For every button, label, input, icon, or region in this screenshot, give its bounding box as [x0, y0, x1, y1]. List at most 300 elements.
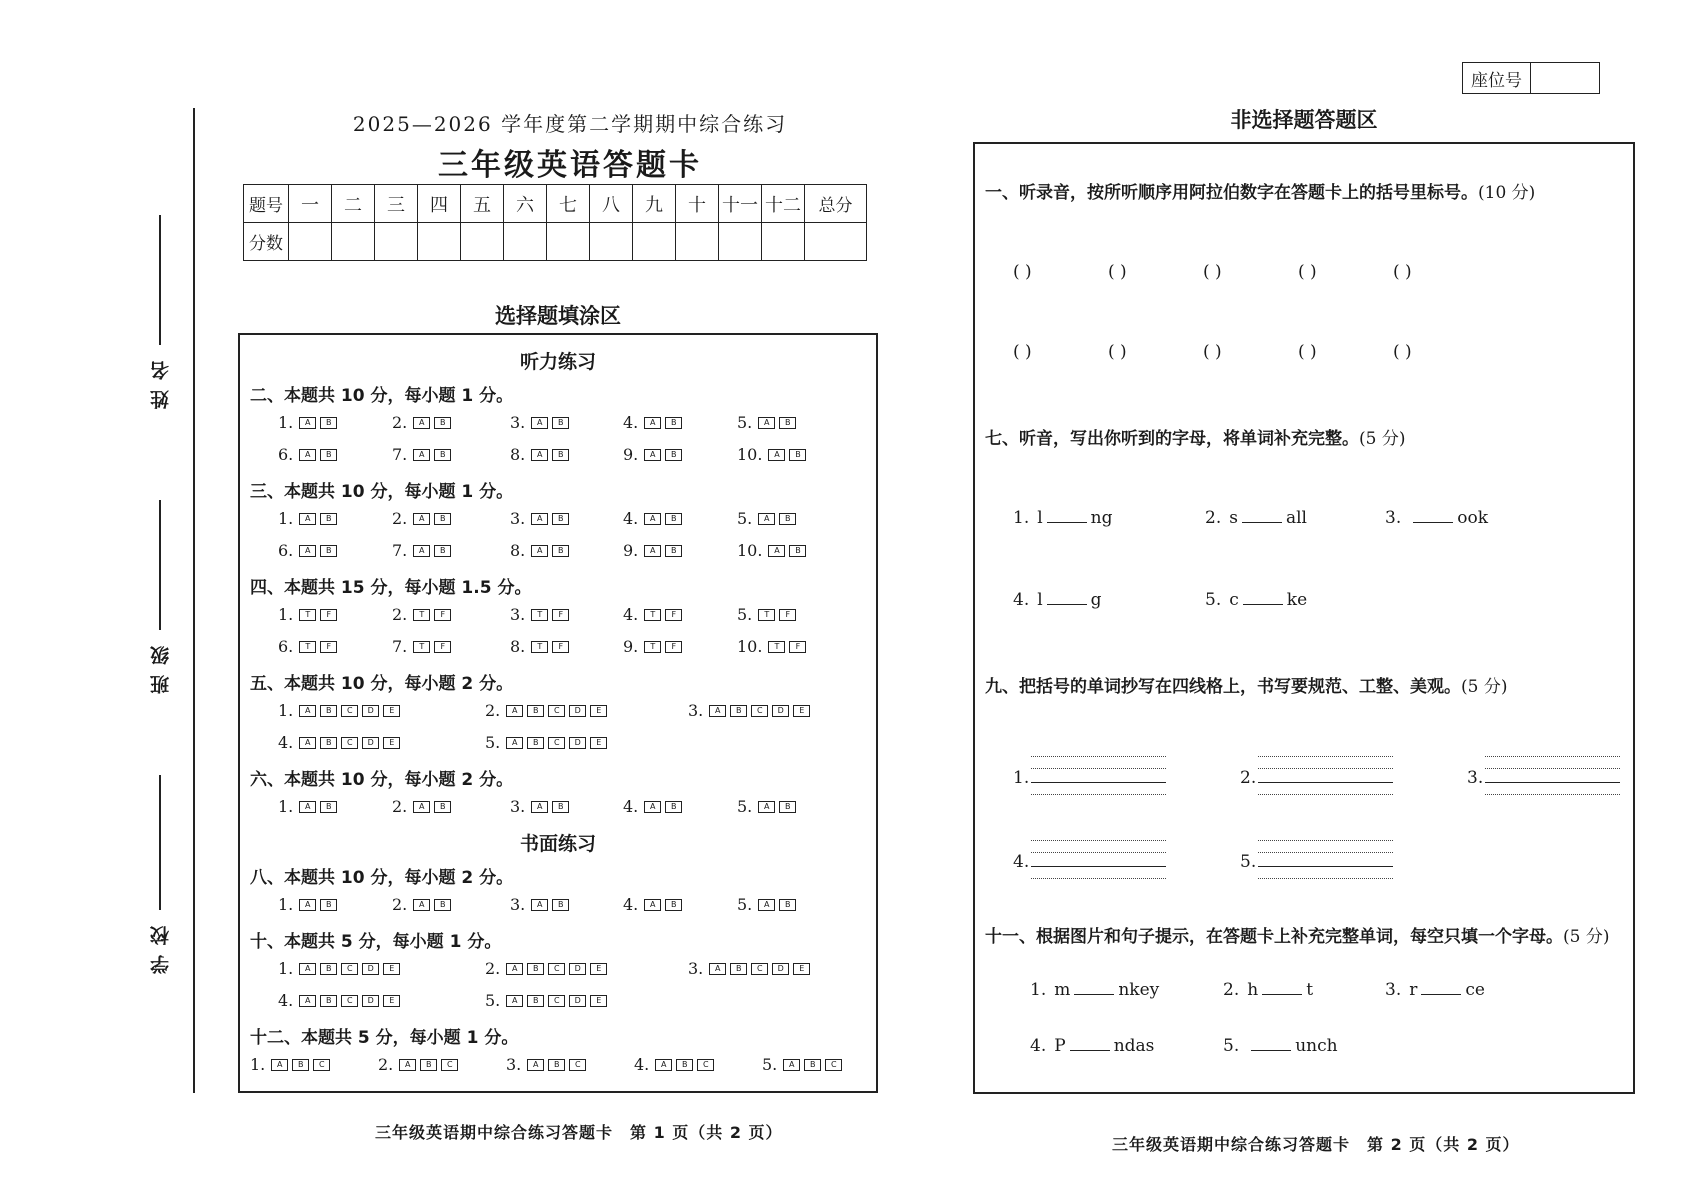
option-bubble[interactable]: B — [665, 417, 682, 429]
item-number: 5. — [737, 509, 753, 528]
item-number: 10. — [737, 637, 763, 656]
option-bubble[interactable]: B — [292, 1059, 309, 1071]
four-line-grid[interactable] — [1031, 756, 1166, 794]
score-cell-4[interactable] — [418, 223, 461, 261]
option-bubble[interactable]: F — [434, 609, 451, 621]
choice-item — [506, 1055, 590, 1074]
option-bubble[interactable]: A — [758, 417, 775, 429]
option-bubble[interactable]: A — [506, 737, 523, 749]
option-bubble[interactable]: F — [320, 609, 337, 621]
item-number: 3. — [688, 701, 704, 720]
score-cell-11[interactable] — [719, 223, 762, 261]
score-cell-9[interactable] — [633, 223, 676, 261]
q1-answer-row-1[interactable] — [1013, 262, 1488, 282]
option-bubble[interactable]: B — [552, 417, 569, 429]
option-bubble[interactable]: B — [434, 545, 451, 557]
option-bubble[interactable]: A — [506, 963, 523, 975]
option-bubble[interactable]: T — [299, 609, 316, 621]
option-bubble[interactable]: D — [772, 705, 789, 717]
option-bubble[interactable]: B — [434, 449, 451, 461]
option-bubble[interactable]: B — [730, 963, 747, 975]
choice-item — [485, 733, 611, 752]
option-bubble[interactable]: A — [413, 801, 430, 813]
choice-item — [510, 797, 573, 816]
option-bubble[interactable]: B — [552, 801, 569, 813]
item-number: 5. — [737, 413, 753, 432]
choice-item — [485, 701, 611, 720]
four-line-grid[interactable] — [1485, 756, 1620, 794]
option-bubble[interactable]: A — [644, 899, 661, 911]
score-col-8: 八 — [590, 185, 633, 223]
choice-item — [378, 1055, 462, 1074]
choice-item — [392, 541, 455, 560]
option-bubble[interactable]: A — [299, 801, 316, 813]
item-number: 5. — [485, 733, 501, 752]
fill-word-item: 1. m nkey — [1030, 980, 1160, 1000]
option-bubble[interactable]: A — [399, 1059, 416, 1071]
score-table — [243, 184, 867, 261]
option-bubble[interactable]: A — [644, 545, 661, 557]
choice-item — [278, 797, 341, 816]
option-bubble[interactable]: B — [434, 899, 451, 911]
item-number: 2. — [378, 1055, 394, 1074]
option-bubble[interactable]: C — [341, 737, 358, 749]
option-bubble[interactable]: A — [299, 513, 316, 525]
option-bubble[interactable]: D — [569, 963, 586, 975]
option-bubble[interactable]: B — [320, 737, 337, 749]
option-bubble[interactable]: B — [665, 513, 682, 525]
choice-item — [737, 413, 800, 432]
option-bubble[interactable]: A — [758, 801, 775, 813]
item-number: 3. — [688, 959, 704, 978]
option-bubble[interactable]: B — [552, 513, 569, 525]
option-bubble[interactable]: T — [413, 609, 430, 621]
option-bubble[interactable]: E — [383, 737, 400, 749]
item-number: 5. — [737, 895, 753, 914]
listening-title: 听力练习 — [519, 351, 596, 373]
option-bubble[interactable]: D — [362, 705, 379, 717]
choice-item — [623, 637, 686, 656]
item-number: 10. — [737, 445, 763, 464]
option-bubble[interactable]: A — [768, 449, 785, 461]
fill-word-item: 4. l g — [1013, 590, 1102, 610]
option-bubble[interactable]: E — [383, 963, 400, 975]
score-cell-2[interactable] — [332, 223, 375, 261]
option-bubble[interactable]: E — [590, 995, 607, 1007]
option-bubble[interactable]: E — [590, 963, 607, 975]
option-bubble[interactable]: B — [779, 801, 796, 813]
item-number: 3. — [510, 413, 526, 432]
choice-item — [278, 605, 341, 624]
option-bubble[interactable]: B — [420, 1059, 437, 1071]
item-number: 2. — [392, 413, 408, 432]
item-number: 1. — [278, 701, 294, 720]
score-col-10: 十 — [676, 185, 719, 223]
item-number: 4. — [278, 991, 294, 1010]
letter-blank[interactable] — [1262, 994, 1302, 995]
option-bubble[interactable]: T — [768, 641, 785, 653]
option-bubble[interactable]: A — [644, 449, 661, 461]
option-bubble[interactable]: A — [299, 449, 316, 461]
score-cell-8[interactable] — [590, 223, 633, 261]
binding-line — [193, 108, 195, 1093]
page1-footer: 三年级英语期中综合练习答题卡 第 1 页（共 2 页） — [375, 1123, 783, 1142]
option-bubble[interactable]: F — [779, 609, 796, 621]
score-row-label: 分数 — [244, 223, 289, 261]
option-bubble[interactable]: B — [779, 417, 796, 429]
choice-item — [737, 637, 810, 656]
answer-bracket[interactable]: ( ) — [1203, 262, 1222, 282]
answer-bracket[interactable]: ( ) — [1013, 342, 1032, 362]
option-bubble[interactable]: A — [709, 705, 726, 717]
option-bubble[interactable]: B — [779, 513, 796, 525]
option-bubble[interactable]: D — [569, 737, 586, 749]
q9-heading: 九、把括号的单词抄写在四线格上，书写要规范、工整、美观。(5 分) — [985, 677, 1508, 697]
choice-item — [278, 637, 341, 656]
answer-bracket[interactable]: ( ) — [1108, 262, 1127, 282]
option-bubble[interactable]: B — [804, 1059, 821, 1071]
option-bubble[interactable]: B — [665, 899, 682, 911]
item-number: 4. — [623, 797, 639, 816]
choice-item — [510, 413, 573, 432]
item-number: 9. — [623, 541, 639, 560]
option-bubble[interactable]: B — [548, 1059, 565, 1071]
item-number: 7. — [392, 637, 408, 656]
letter-blank[interactable] — [1070, 1050, 1110, 1051]
choice-item — [485, 991, 611, 1010]
item-number: 2. — [392, 509, 408, 528]
answer-bracket[interactable]: ( ) — [1108, 342, 1127, 362]
score-cell-10[interactable] — [676, 223, 719, 261]
q3-heading: 三、本题共 10 分，每小题 1 分。 — [250, 482, 514, 502]
score-cell-6[interactable] — [504, 223, 547, 261]
q10-heading: 十、本题共 5 分，每小题 1 分。 — [250, 932, 502, 952]
fill-word-item: 4. P ndas — [1030, 1036, 1155, 1056]
option-bubble[interactable]: A — [709, 963, 726, 975]
option-bubble[interactable]: A — [413, 513, 430, 525]
option-bubble[interactable]: B — [789, 545, 806, 557]
total-cell[interactable] — [805, 223, 867, 261]
option-bubble[interactable]: A — [506, 995, 523, 1007]
option-bubble[interactable]: F — [552, 641, 569, 653]
option-bubble[interactable]: B — [527, 705, 544, 717]
option-bubble[interactable]: B — [552, 449, 569, 461]
score-col-2: 二 — [332, 185, 375, 223]
option-bubble[interactable]: F — [665, 609, 682, 621]
option-bubble[interactable]: B — [320, 417, 337, 429]
score-cell-12[interactable] — [762, 223, 805, 261]
letter-blank[interactable] — [1047, 522, 1087, 523]
item-number: 1. — [278, 895, 294, 914]
option-bubble[interactable]: A — [299, 995, 316, 1007]
option-bubble[interactable]: F — [789, 641, 806, 653]
fill-word-item: 1. l ng — [1013, 508, 1113, 528]
class-field[interactable]: 班级 — [140, 500, 180, 694]
option-bubble[interactable]: B — [320, 801, 337, 813]
option-bubble[interactable]: C — [751, 963, 768, 975]
option-bubble[interactable]: D — [569, 995, 586, 1007]
fill-word-item: 5. c ke — [1205, 590, 1308, 610]
option-bubble[interactable]: B — [320, 449, 337, 461]
option-bubble[interactable]: D — [362, 737, 379, 749]
item-number: 4. — [623, 895, 639, 914]
choice-item — [623, 541, 686, 560]
option-bubble[interactable]: A — [644, 513, 661, 525]
choice-item — [278, 733, 404, 752]
option-bubble[interactable]: A — [531, 801, 548, 813]
answer-bracket[interactable]: ( ) — [1298, 262, 1317, 282]
option-bubble[interactable]: T — [531, 641, 548, 653]
option-bubble[interactable]: F — [552, 609, 569, 621]
answer-bracket[interactable]: ( ) — [1298, 342, 1317, 362]
option-bubble[interactable]: C — [569, 1059, 586, 1071]
option-bubble[interactable]: B — [527, 737, 544, 749]
option-bubble[interactable]: A — [271, 1059, 288, 1071]
name-field[interactable]: 姓名 — [140, 215, 180, 409]
item-number: 3. — [510, 509, 526, 528]
option-bubble[interactable]: A — [413, 899, 430, 911]
letter-blank[interactable] — [1074, 994, 1114, 995]
option-bubble[interactable]: A — [413, 545, 430, 557]
option-bubble[interactable]: B — [320, 545, 337, 557]
option-bubble[interactable]: A — [531, 545, 548, 557]
option-bubble[interactable]: E — [793, 963, 810, 975]
answer-bracket[interactable]: ( ) — [1203, 342, 1222, 362]
item-number: 6. — [278, 637, 294, 656]
option-bubble[interactable]: A — [413, 449, 430, 461]
score-cell-7[interactable] — [547, 223, 590, 261]
option-bubble[interactable]: E — [793, 705, 810, 717]
option-bubble[interactable]: A — [299, 705, 316, 717]
choice-item — [623, 895, 686, 914]
item-number: 1. — [278, 797, 294, 816]
item-number: 1. — [278, 509, 294, 528]
option-bubble[interactable]: A — [644, 417, 661, 429]
grid-number: 5. — [1240, 852, 1257, 872]
q2-heading: 二、本题共 10 分，每小题 1 分。 — [250, 386, 514, 406]
item-number: 9. — [623, 637, 639, 656]
option-bubble[interactable]: C — [341, 705, 358, 717]
fill-word-item: 2. s all — [1205, 508, 1307, 528]
choice-item — [510, 541, 573, 560]
option-bubble[interactable]: B — [320, 513, 337, 525]
choice-item — [278, 509, 341, 528]
four-line-grid[interactable] — [1031, 840, 1166, 878]
option-bubble[interactable]: A — [531, 513, 548, 525]
option-bubble[interactable]: A — [299, 737, 316, 749]
letter-blank[interactable] — [1413, 522, 1453, 523]
q11-heading: 十一、根据图片和句子提示，在答题卡上补充完整单词，每空只填一个字母。(5 分) — [985, 927, 1610, 947]
option-bubble[interactable]: B — [527, 995, 544, 1007]
score-col-3: 三 — [375, 185, 418, 223]
option-bubble[interactable]: C — [697, 1059, 714, 1071]
score-cell-5[interactable] — [461, 223, 504, 261]
option-bubble[interactable]: B — [552, 899, 569, 911]
score-col-11: 十一 — [719, 185, 762, 223]
choice-item — [737, 797, 800, 816]
option-bubble[interactable]: T — [299, 641, 316, 653]
grid-number: 2. — [1240, 768, 1257, 788]
total-label: 总分 — [805, 185, 867, 223]
q5-heading: 五、本题共 10 分，每小题 2 分。 — [250, 674, 514, 694]
option-bubble[interactable]: A — [527, 1059, 544, 1071]
choice-item — [688, 959, 814, 978]
item-number: 3. — [506, 1055, 522, 1074]
option-bubble[interactable]: D — [362, 995, 379, 1007]
option-bubble[interactable]: E — [590, 737, 607, 749]
option-bubble[interactable]: F — [434, 641, 451, 653]
item-number: 7. — [392, 445, 408, 464]
fill-word-item: 2. h t — [1223, 980, 1314, 1000]
score-col-9: 九 — [633, 185, 676, 223]
option-bubble[interactable]: B — [665, 449, 682, 461]
score-cell-1[interactable] — [289, 223, 332, 261]
item-number: 2. — [392, 605, 408, 624]
letter-blank[interactable] — [1242, 522, 1282, 523]
fill-word-item: 5. unch — [1223, 1036, 1338, 1056]
item-number: 4. — [623, 605, 639, 624]
option-bubble[interactable]: D — [569, 705, 586, 717]
choice-item — [392, 445, 455, 464]
option-bubble[interactable]: C — [341, 995, 358, 1007]
answer-bracket[interactable]: ( ) — [1013, 262, 1032, 282]
choice-answer-area — [238, 333, 878, 1093]
option-bubble[interactable]: E — [383, 995, 400, 1007]
choice-item — [737, 895, 800, 914]
binding-margin — [0, 0, 200, 1190]
item-number: 1. — [278, 605, 294, 624]
option-bubble[interactable]: B — [320, 705, 337, 717]
option-bubble[interactable]: C — [341, 963, 358, 975]
option-bubble[interactable]: A — [655, 1059, 672, 1071]
option-bubble[interactable]: T — [413, 641, 430, 653]
choice-item — [278, 991, 404, 1010]
option-bubble[interactable]: C — [825, 1059, 842, 1071]
choice-item — [278, 541, 341, 560]
option-bubble[interactable]: T — [644, 641, 661, 653]
option-bubble[interactable]: B — [665, 801, 682, 813]
item-number: 3. — [510, 797, 526, 816]
choice-item — [278, 413, 341, 432]
item-number: 5. — [762, 1055, 778, 1074]
option-bubble[interactable]: A — [644, 801, 661, 813]
option-bubble[interactable]: A — [413, 417, 430, 429]
answer-bracket[interactable]: ( ) — [1393, 342, 1412, 362]
option-bubble[interactable]: A — [299, 899, 316, 911]
option-bubble[interactable]: C — [548, 737, 565, 749]
option-bubble[interactable]: B — [434, 513, 451, 525]
item-number: 9. — [623, 445, 639, 464]
grid-number: 4. — [1013, 852, 1030, 872]
letter-blank[interactable] — [1047, 604, 1087, 605]
option-bubble[interactable]: A — [299, 417, 316, 429]
option-bubble[interactable]: B — [552, 545, 569, 557]
item-number: 8. — [510, 445, 526, 464]
score-col-4: 四 — [418, 185, 461, 223]
fill-word-item: 3. r ce — [1385, 980, 1485, 1000]
choice-item — [392, 797, 455, 816]
option-bubble[interactable]: T — [644, 609, 661, 621]
option-bubble[interactable]: B — [779, 899, 796, 911]
option-bubble[interactable]: A — [783, 1059, 800, 1071]
option-bubble[interactable]: C — [441, 1059, 458, 1071]
option-bubble[interactable]: A — [299, 963, 316, 975]
option-bubble[interactable]: D — [772, 963, 789, 975]
letter-blank[interactable] — [1251, 1050, 1291, 1051]
four-line-grid[interactable] — [1258, 840, 1393, 878]
item-number: 4. — [623, 413, 639, 432]
option-bubble[interactable]: C — [548, 963, 565, 975]
q1-heading: 一、听录音，按所听顺序用阿拉伯数字在答题卡上的括号里标号。(10 分) — [985, 183, 1536, 203]
option-bubble[interactable]: F — [320, 641, 337, 653]
choice-item — [392, 605, 455, 624]
q1-answer-row-2[interactable] — [1013, 342, 1488, 362]
answer-bracket[interactable]: ( ) — [1393, 262, 1412, 282]
option-bubble[interactable]: A — [531, 417, 548, 429]
item-number: 4. — [278, 733, 294, 752]
option-bubble[interactable]: C — [548, 995, 565, 1007]
option-bubble[interactable]: A — [758, 513, 775, 525]
option-bubble[interactable]: A — [299, 545, 316, 557]
option-bubble[interactable]: B — [320, 899, 337, 911]
option-bubble[interactable]: A — [531, 899, 548, 911]
option-bubble[interactable]: C — [313, 1059, 330, 1071]
option-bubble[interactable]: B — [320, 963, 337, 975]
option-bubble[interactable]: B — [527, 963, 544, 975]
q4-heading: 四、本题共 15 分，每小题 1.5 分。 — [250, 578, 532, 598]
item-number: 1. — [278, 413, 294, 432]
option-bubble[interactable]: A — [758, 899, 775, 911]
choice-item — [623, 509, 686, 528]
option-bubble[interactable]: D — [362, 963, 379, 975]
option-bubble[interactable]: A — [506, 705, 523, 717]
option-bubble[interactable]: T — [758, 609, 775, 621]
choice-item — [510, 895, 573, 914]
item-number: 5. — [737, 605, 753, 624]
option-bubble[interactable]: C — [548, 705, 565, 717]
choice-item — [634, 1055, 718, 1074]
item-number: 6. — [278, 445, 294, 464]
school-field[interactable]: 学校 — [140, 775, 180, 974]
option-bubble[interactable]: B — [730, 705, 747, 717]
option-bubble[interactable]: A — [531, 449, 548, 461]
item-number: 2. — [392, 797, 408, 816]
option-bubble[interactable]: E — [383, 705, 400, 717]
letter-blank[interactable] — [1243, 604, 1283, 605]
option-bubble[interactable]: T — [531, 609, 548, 621]
seat-number-box[interactable] — [1462, 62, 1600, 94]
choice-item — [278, 895, 341, 914]
option-bubble[interactable]: A — [768, 545, 785, 557]
option-bubble[interactable]: B — [676, 1059, 693, 1071]
option-bubble[interactable]: F — [665, 641, 682, 653]
choice-item — [737, 509, 800, 528]
option-bubble[interactable]: C — [751, 705, 768, 717]
option-bubble[interactable]: B — [320, 995, 337, 1007]
option-bubble[interactable]: E — [590, 705, 607, 717]
letter-blank[interactable] — [1421, 994, 1461, 995]
item-number: 2. — [485, 959, 501, 978]
option-bubble[interactable]: B — [434, 801, 451, 813]
q8-heading: 八、本题共 10 分，每小题 2 分。 — [250, 868, 514, 888]
choice-item — [510, 605, 573, 624]
score-cell-3[interactable] — [375, 223, 418, 261]
option-bubble[interactable]: B — [665, 545, 682, 557]
option-bubble[interactable]: B — [789, 449, 806, 461]
four-line-grid[interactable] — [1258, 756, 1393, 794]
option-bubble[interactable]: B — [434, 417, 451, 429]
choice-item — [623, 605, 686, 624]
